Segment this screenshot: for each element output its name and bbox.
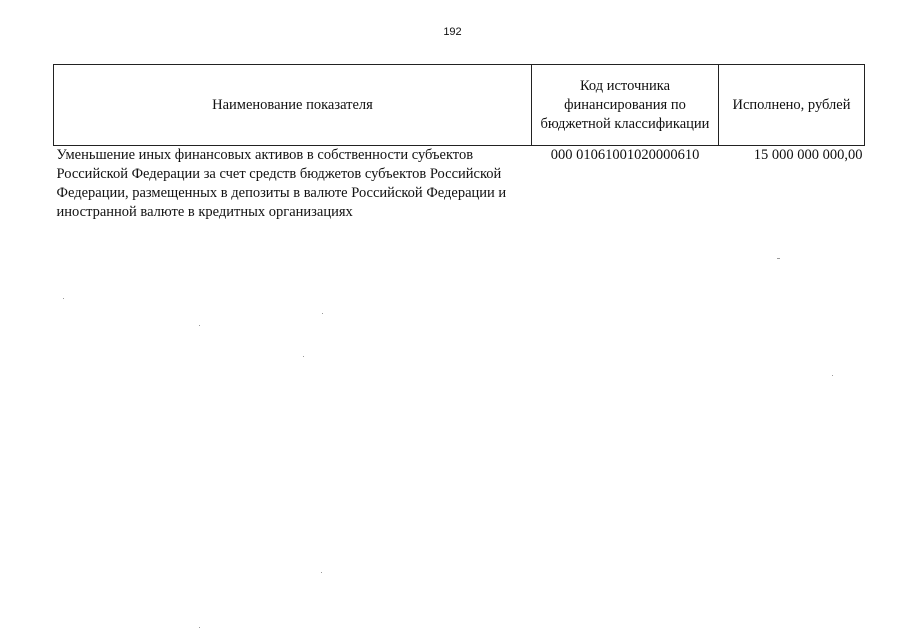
scan-speck [303, 356, 304, 357]
table-header [54, 65, 865, 146]
scan-speck [63, 298, 64, 299]
scan-speck [321, 572, 322, 573]
row-source-code: 000 01061001020000610 [550, 147, 700, 163]
header-source-code: Код источника финансирования по бюджетной классификации [532, 65, 719, 146]
scan-speck [199, 325, 200, 326]
report-table [53, 64, 865, 222]
header-row [54, 65, 865, 146]
scan-speck [199, 627, 200, 628]
table-row [54, 146, 865, 223]
table-body [54, 146, 865, 223]
row-executed-amount: 15 000 000 000,00 [753, 147, 863, 163]
scan-speck [322, 313, 323, 314]
scan-speck [832, 375, 833, 376]
page-number: 192 [443, 26, 462, 38]
scan-speck [777, 258, 780, 259]
header-executed-amount: Исполнено, рублей [719, 65, 865, 146]
header-indicator-name: Наименование показателя [54, 65, 532, 146]
row-indicator-name: Уменьшение иных финансовых активов в собственности субъектов Российской Федерации за счет средств бюджетов субъектов Российской Федерации, размещенных в депозиты в валюте Российской Федерации и иностранной валюте в кредитных организациях [56, 147, 507, 220]
